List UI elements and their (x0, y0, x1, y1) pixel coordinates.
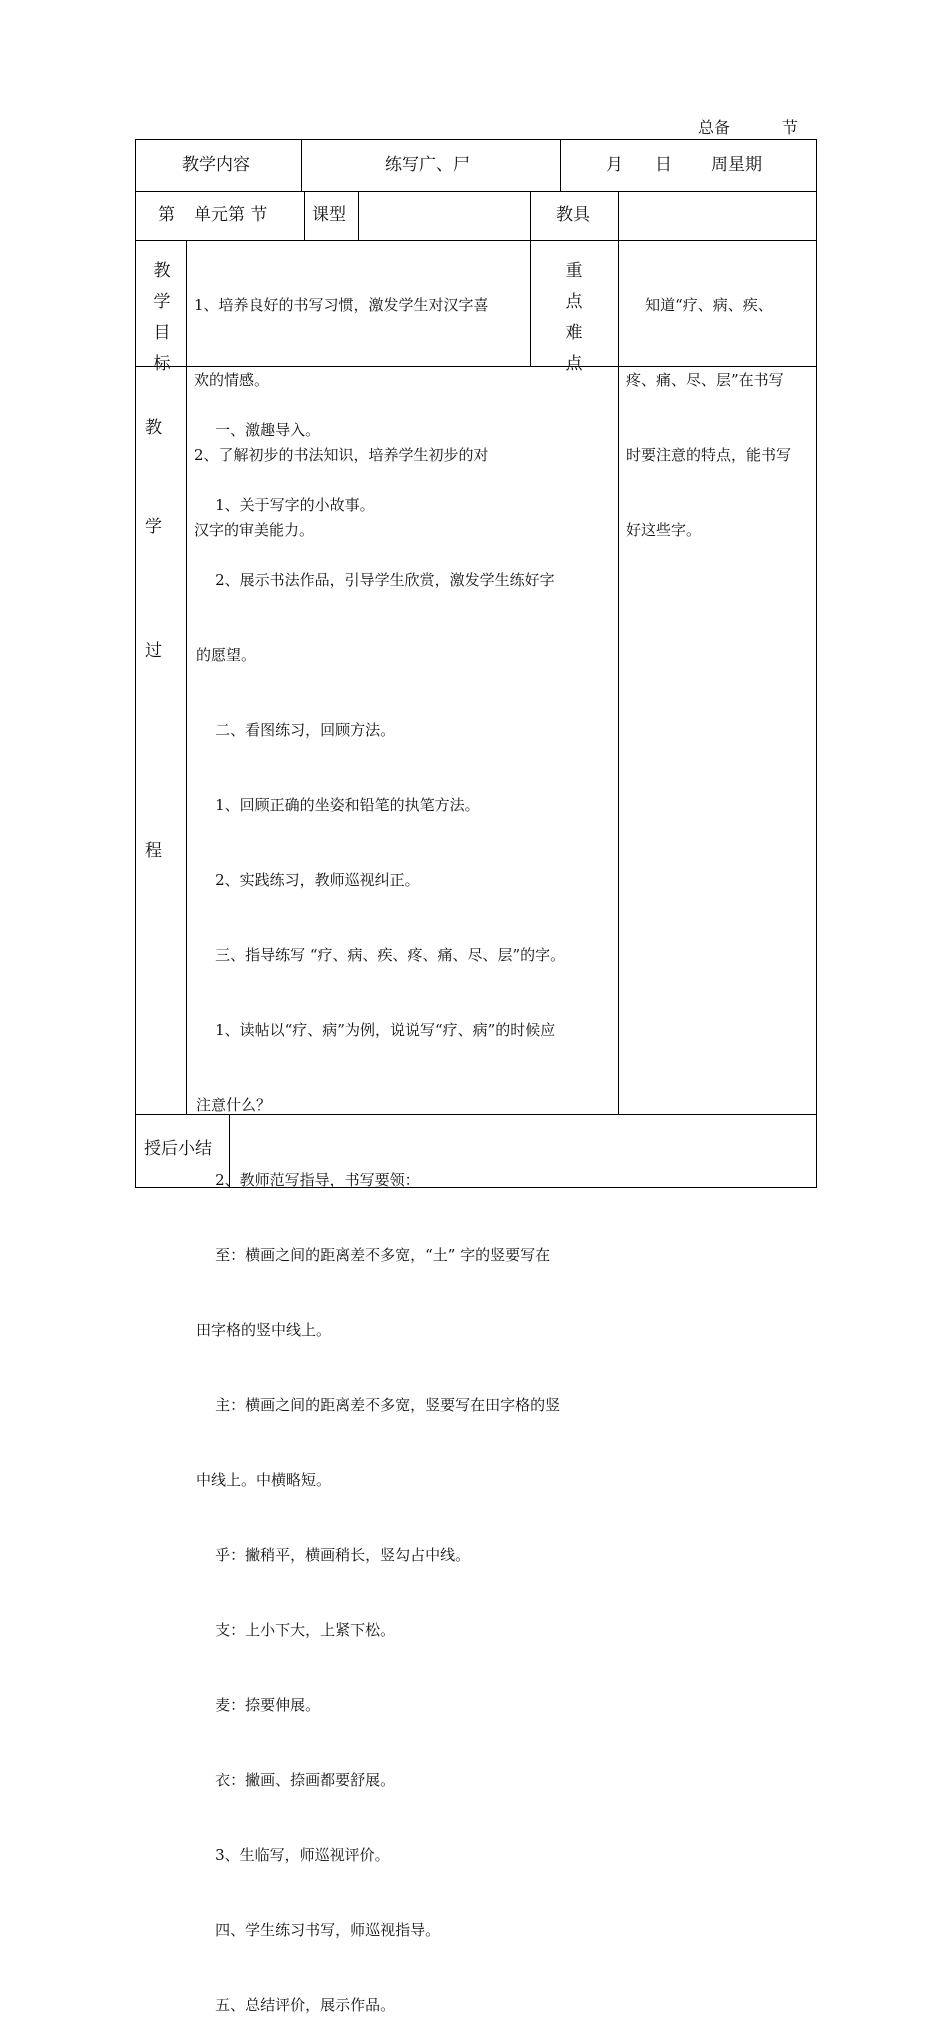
row2-divider-a (304, 191, 305, 240)
key-points-line: 知道“疗、病、疾、 (626, 296, 773, 314)
teaching-aids-label: 教具 (556, 205, 590, 225)
teaching-content-label: 教学内容 (182, 155, 250, 175)
key-points-line: 疼、痛、尽、层”在书写 (626, 371, 784, 389)
date-week: 周星期 (711, 155, 762, 175)
objectives-line: 1、培养良好的书写习惯，激发学生对汉字喜 (194, 296, 489, 314)
process-line: 2、实践练习，教师巡视纠正。 (196, 871, 420, 889)
key-points-label-char: 重 (565, 261, 583, 281)
key-points-text (626, 243, 816, 568)
objectives-label (150, 256, 174, 374)
teaching-content-value: 练写广、尸 (385, 155, 470, 175)
key-points-line: 好这些字。 (626, 521, 702, 539)
jie-label: 节 (782, 118, 799, 137)
process-label-char: 学 (145, 517, 162, 537)
objectives-line: 欢的情感。 (194, 371, 270, 389)
unit-text: 单元第 节 (194, 205, 268, 225)
row3-divider-a (186, 240, 187, 366)
key-points-label-char: 点 (565, 292, 583, 312)
zongbei-label: 总备 (698, 118, 731, 137)
process-line: 一、激趣导入。 (196, 421, 321, 439)
row2-divider-d (618, 191, 619, 240)
row-divider-2 (135, 240, 817, 241)
process-label-char: 过 (145, 641, 162, 661)
process-line: 支：上小下大，上紧下松。 (196, 1621, 396, 1639)
table-border-left (135, 139, 136, 1188)
objectives-line: 2、了解初步的书法知识，培养学生初步的对 (194, 446, 489, 464)
date-day: 日 (655, 155, 672, 175)
key-points-label-char: 点 (565, 354, 583, 374)
process-text (196, 368, 616, 2043)
process-line: 注意什么？ (196, 1096, 272, 1114)
row-divider-1 (135, 191, 817, 192)
process-label-char: 教 (145, 418, 162, 438)
objectives-label-char: 目 (153, 323, 171, 343)
process-line: 2、教师范写指导，书写要领： (196, 1171, 420, 1189)
process-line: 麦：捺要伸展。 (196, 1696, 321, 1714)
date-month: 月 (606, 155, 623, 175)
row2-divider-b (358, 191, 359, 240)
process-line: 中线上。中横略短。 (196, 1471, 332, 1489)
row1-divider-a (301, 139, 302, 191)
summary-label: 授后小结 (144, 1139, 212, 1159)
process-line: 田字格的竖中线上。 (196, 1321, 332, 1339)
process-label-char: 程 (145, 841, 162, 861)
key-points-label-char: 难 (565, 323, 583, 343)
table-border-top (135, 139, 817, 140)
row1-divider-b (560, 139, 561, 191)
process-line: 主：横画之间的距离差不多宽，竖要写在田字格的竖 (196, 1396, 561, 1414)
process-line: 三、指导练写 “疗、病、疾、疼、痛、尽、层”的字。 (196, 946, 566, 964)
process-line: 的愿望。 (196, 646, 257, 664)
process-line: 五、总结评价，展示作品。 (196, 1996, 396, 2014)
unit-prefix: 第 (158, 205, 175, 225)
row4-divider-b (618, 366, 619, 1114)
process-line: 四、学生练习书写，师巡视指导。 (196, 1921, 441, 1939)
objectives-label-char: 教 (153, 261, 171, 281)
process-line: 1、读帖以“疗、病”为例，说说写“疗、病”的时候应 (196, 1021, 556, 1039)
process-line: 至：横画之间的距离差不多宽，“土” 字的竖要写在 (196, 1246, 551, 1264)
row3-divider-c (618, 240, 619, 366)
process-line: 衣：撇画、捺画都要舒展。 (196, 1771, 396, 1789)
process-line: 2、展示书法作品，引导学生欣赏，激发学生练好字 (196, 571, 555, 589)
row2-divider-c (530, 191, 531, 240)
key-points-line: 时要注意的特点，能书写 (626, 446, 792, 464)
class-type-label: 课型 (312, 205, 346, 225)
key-points-label (562, 256, 586, 374)
process-line: 二、看图练习，回顾方法。 (196, 721, 396, 739)
objectives-line: 汉字的审美能力。 (194, 521, 315, 539)
objectives-label-char: 学 (153, 292, 171, 312)
process-line: 3、生临写，师巡视评价。 (196, 1846, 390, 1864)
row4-divider-a (186, 366, 187, 1114)
row3-divider-b (530, 240, 531, 366)
table-border-right (816, 139, 817, 1188)
process-line: 乎：撇稍平，横画稍长，竖勾占中线。 (196, 1546, 471, 1564)
objectives-label-char: 标 (153, 354, 171, 374)
process-line: 1、回顾正确的坐姿和铅笔的执笔方法。 (196, 796, 480, 814)
process-line: 1、关于写字的小故事。 (196, 496, 375, 514)
